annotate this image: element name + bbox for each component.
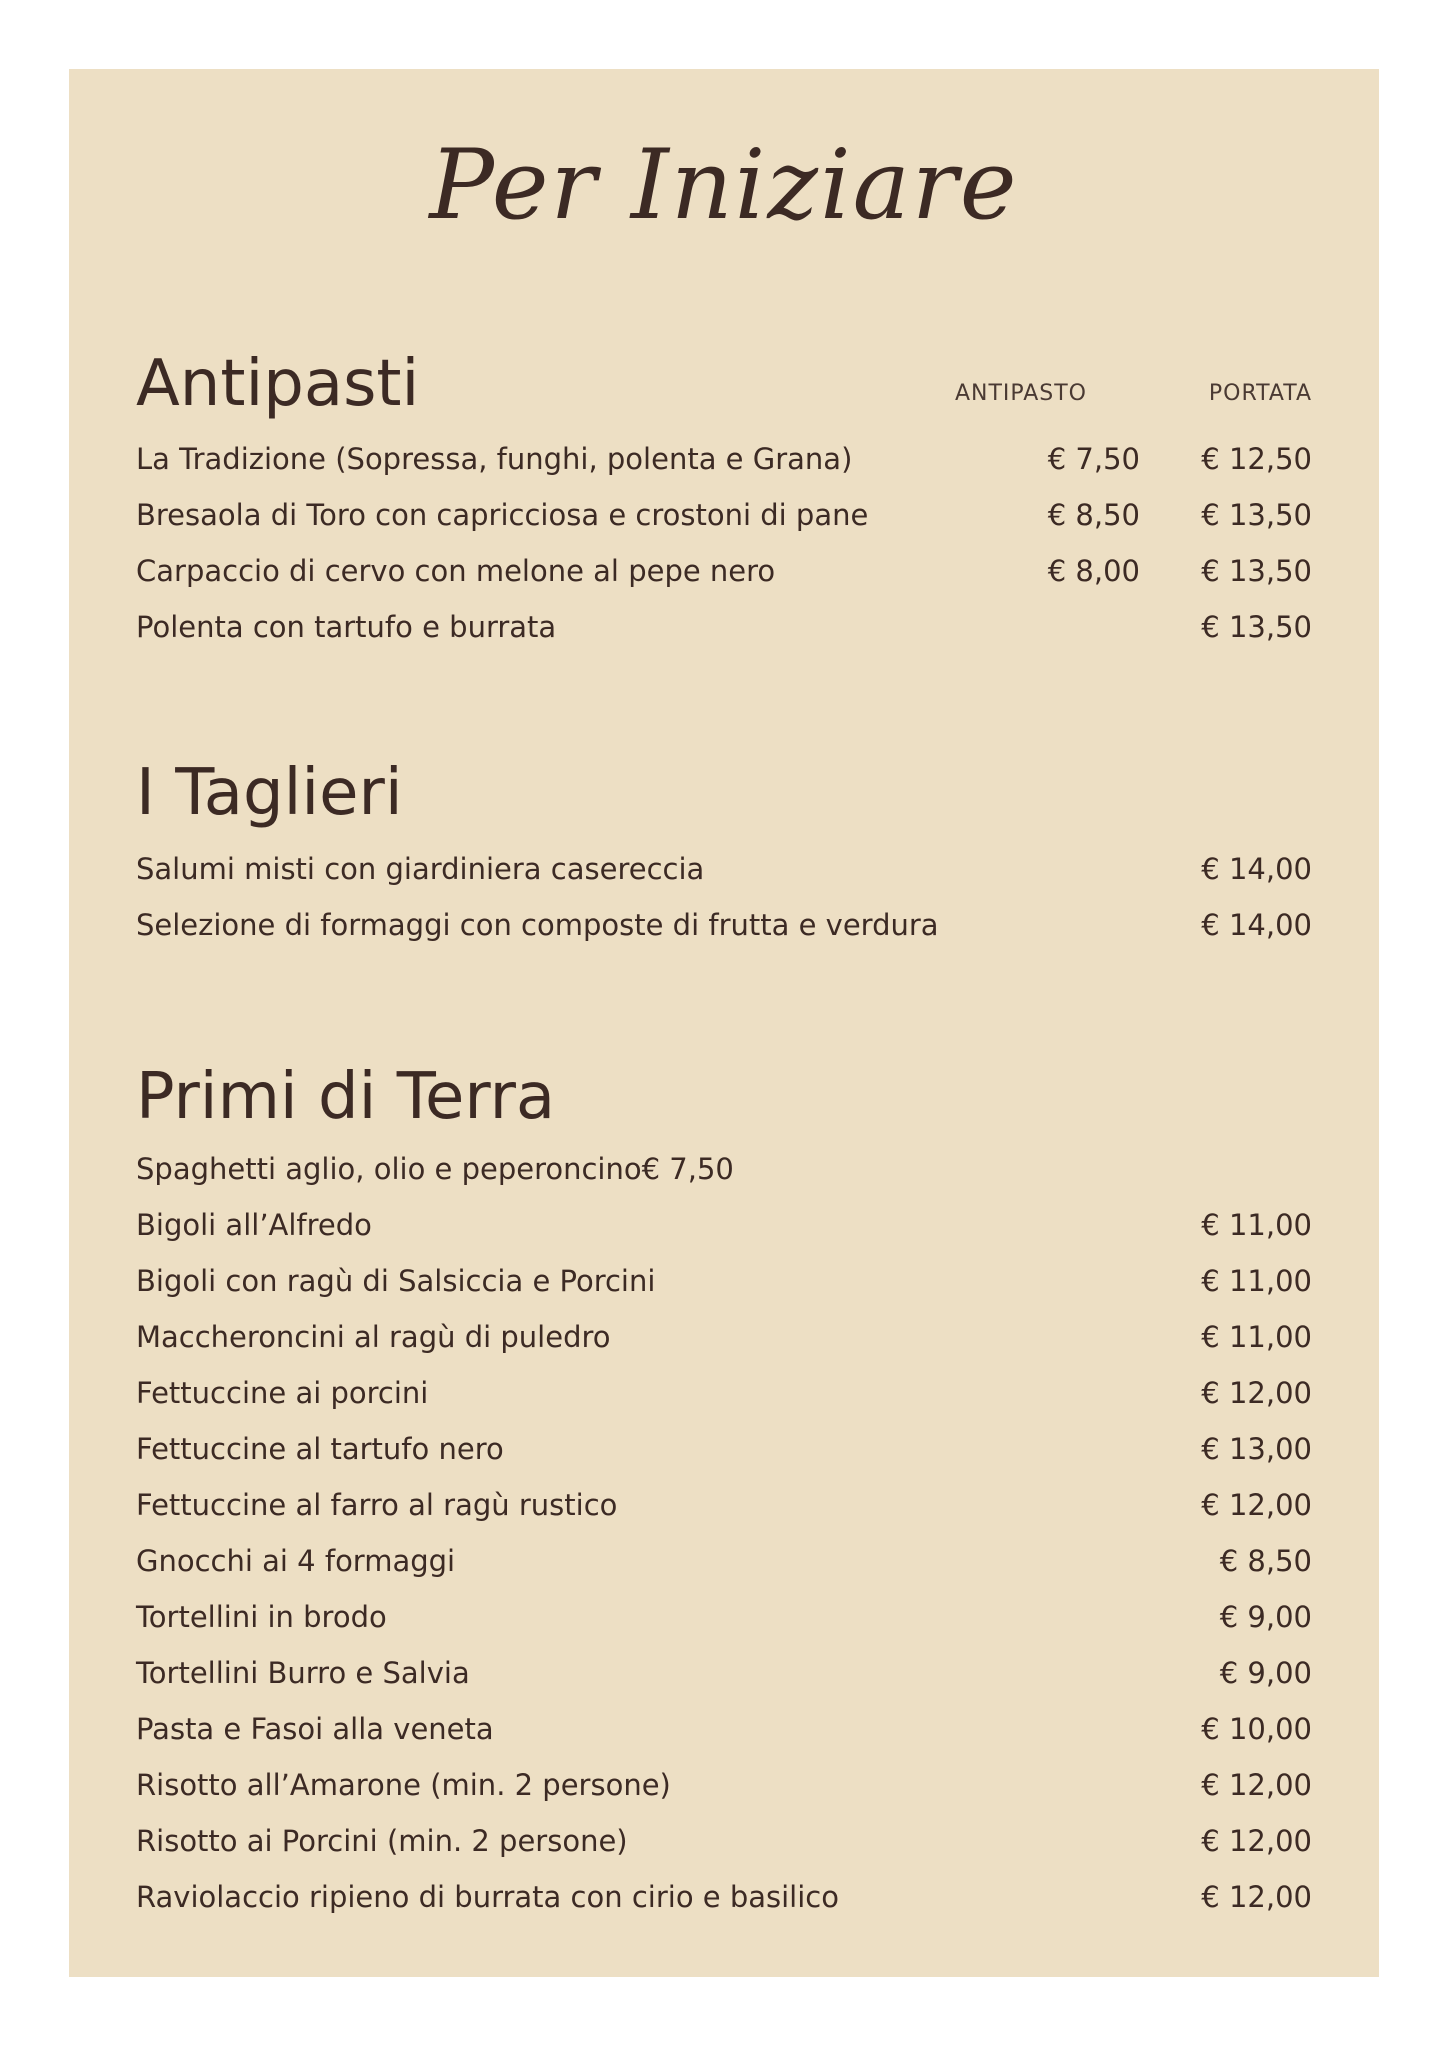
menu-item: [136, 1261, 1312, 1301]
menu-item-name: Polenta con tartufo e burrata: [136, 610, 557, 644]
column-header-portata: PORTATA: [1208, 381, 1312, 406]
menu-item: [136, 1877, 1312, 1917]
menu-item-price: € 8,50: [1219, 1544, 1312, 1578]
menu-item-price: € 14,00: [1201, 908, 1312, 942]
menu-item-price: € 11,00: [1201, 1320, 1312, 1354]
menu-item: [136, 1821, 1312, 1861]
menu-item-name: Risotto ai Porcini (min. 2 persone): [136, 1824, 628, 1858]
menu-item-name: Tortellini Burro e Salvia: [136, 1656, 470, 1690]
section-heading-antipasti: Antipasti: [136, 347, 420, 421]
menu-item: [136, 495, 1312, 535]
menu-item-price-portata: € 13,50: [1201, 554, 1312, 588]
menu-item-name: Bigoli con ragù di Salsiccia e Porcini: [136, 1264, 656, 1298]
menu-item-name: La Tradizione (Sopressa, funghi, polenta e Grana): [136, 442, 853, 476]
menu-item: [136, 905, 1312, 945]
menu-item: [136, 551, 1312, 591]
menu-item-price: € 12,00: [1201, 1768, 1312, 1802]
menu-item-name-with-price: [136, 1149, 734, 1189]
menu-item-price: € 9,00: [1219, 1656, 1312, 1690]
menu-item-price: € 12,00: [1201, 1824, 1312, 1858]
menu-item-name: Fettuccine ai porcini: [136, 1376, 429, 1410]
menu-item: [136, 439, 1312, 479]
menu-item: [136, 1765, 1312, 1805]
column-header-antipasto: ANTIPASTO: [954, 381, 1087, 406]
menu-item: [136, 1485, 1312, 1525]
menu-item: [136, 1149, 1312, 1189]
menu-item-price: € 12,00: [1201, 1880, 1312, 1914]
menu-item: [136, 1373, 1312, 1413]
menu-item-name: Raviolaccio ripieno di burrata con cirio e basilico: [136, 1880, 839, 1914]
menu-item-name: Pasta e Fasoi alla veneta: [136, 1712, 494, 1746]
menu-item-name: Carpaccio di cervo con melone al pepe nero: [136, 554, 776, 588]
menu-item-name: Fettuccine al tartufo nero: [136, 1432, 504, 1466]
menu-item-price: € 12,00: [1201, 1376, 1312, 1410]
menu-item-price-antipasto: € 7,50: [1047, 442, 1140, 476]
menu-item-price-portata: € 12,50: [1201, 442, 1312, 476]
menu-item-price-antipasto: € 8,50: [1047, 498, 1140, 532]
menu-item-name: Salumi misti con giardiniera casereccia: [136, 852, 705, 886]
menu-item-name: Tortellini in brodo: [136, 1600, 387, 1634]
menu-item-price-portata: € 13,50: [1201, 498, 1312, 532]
menu-item-name: Maccheroncini al ragù di puledro: [136, 1320, 611, 1354]
menu-item: [136, 1709, 1312, 1749]
menu-item-name: Fettuccine al farro al ragù rustico: [136, 1488, 618, 1522]
menu-item: [136, 1541, 1312, 1581]
menu-item-name: Risotto all’Amarone (min. 2 persone): [136, 1768, 671, 1802]
menu-item-name: Gnocchi ai 4 formaggi: [136, 1544, 456, 1578]
menu-item-name: Selezione di formaggi con composte di frutta e verdura: [136, 908, 939, 942]
menu-item: [136, 1597, 1312, 1637]
menu-item-price: € 13,00: [1201, 1432, 1312, 1466]
menu-item: [136, 1429, 1312, 1469]
page-title: Per Iniziare: [429, 129, 1019, 241]
menu-item-price: € 7,50: [641, 1152, 734, 1186]
menu-item: [136, 1317, 1312, 1357]
menu-page: [69, 69, 1379, 1977]
menu-item-price: € 11,00: [1201, 1264, 1312, 1298]
menu-item-name: Spaghetti aglio, olio e peperoncino: [136, 1152, 642, 1186]
menu-item-name: Bresaola di Toro con capricciosa e crostoni di pane: [136, 498, 869, 532]
menu-item-price: € 14,00: [1201, 852, 1312, 886]
menu-item-price: € 9,00: [1219, 1600, 1312, 1634]
menu-item-price: € 11,00: [1201, 1208, 1312, 1242]
menu-item: [136, 607, 1312, 647]
menu-item-price-antipasto: € 8,00: [1047, 554, 1140, 588]
menu-item-price: € 12,00: [1201, 1488, 1312, 1522]
section-heading-taglieri: I Taglieri: [136, 756, 403, 830]
menu-item-price-portata: € 13,50: [1201, 610, 1312, 644]
menu-item: [136, 1205, 1312, 1245]
menu-item: [136, 1653, 1312, 1693]
section-heading-primi: Primi di Terra: [136, 1060, 556, 1134]
menu-item: [136, 849, 1312, 889]
menu-item-price: € 10,00: [1201, 1712, 1312, 1746]
menu-item-name: Bigoli all’Alfredo: [136, 1208, 372, 1242]
